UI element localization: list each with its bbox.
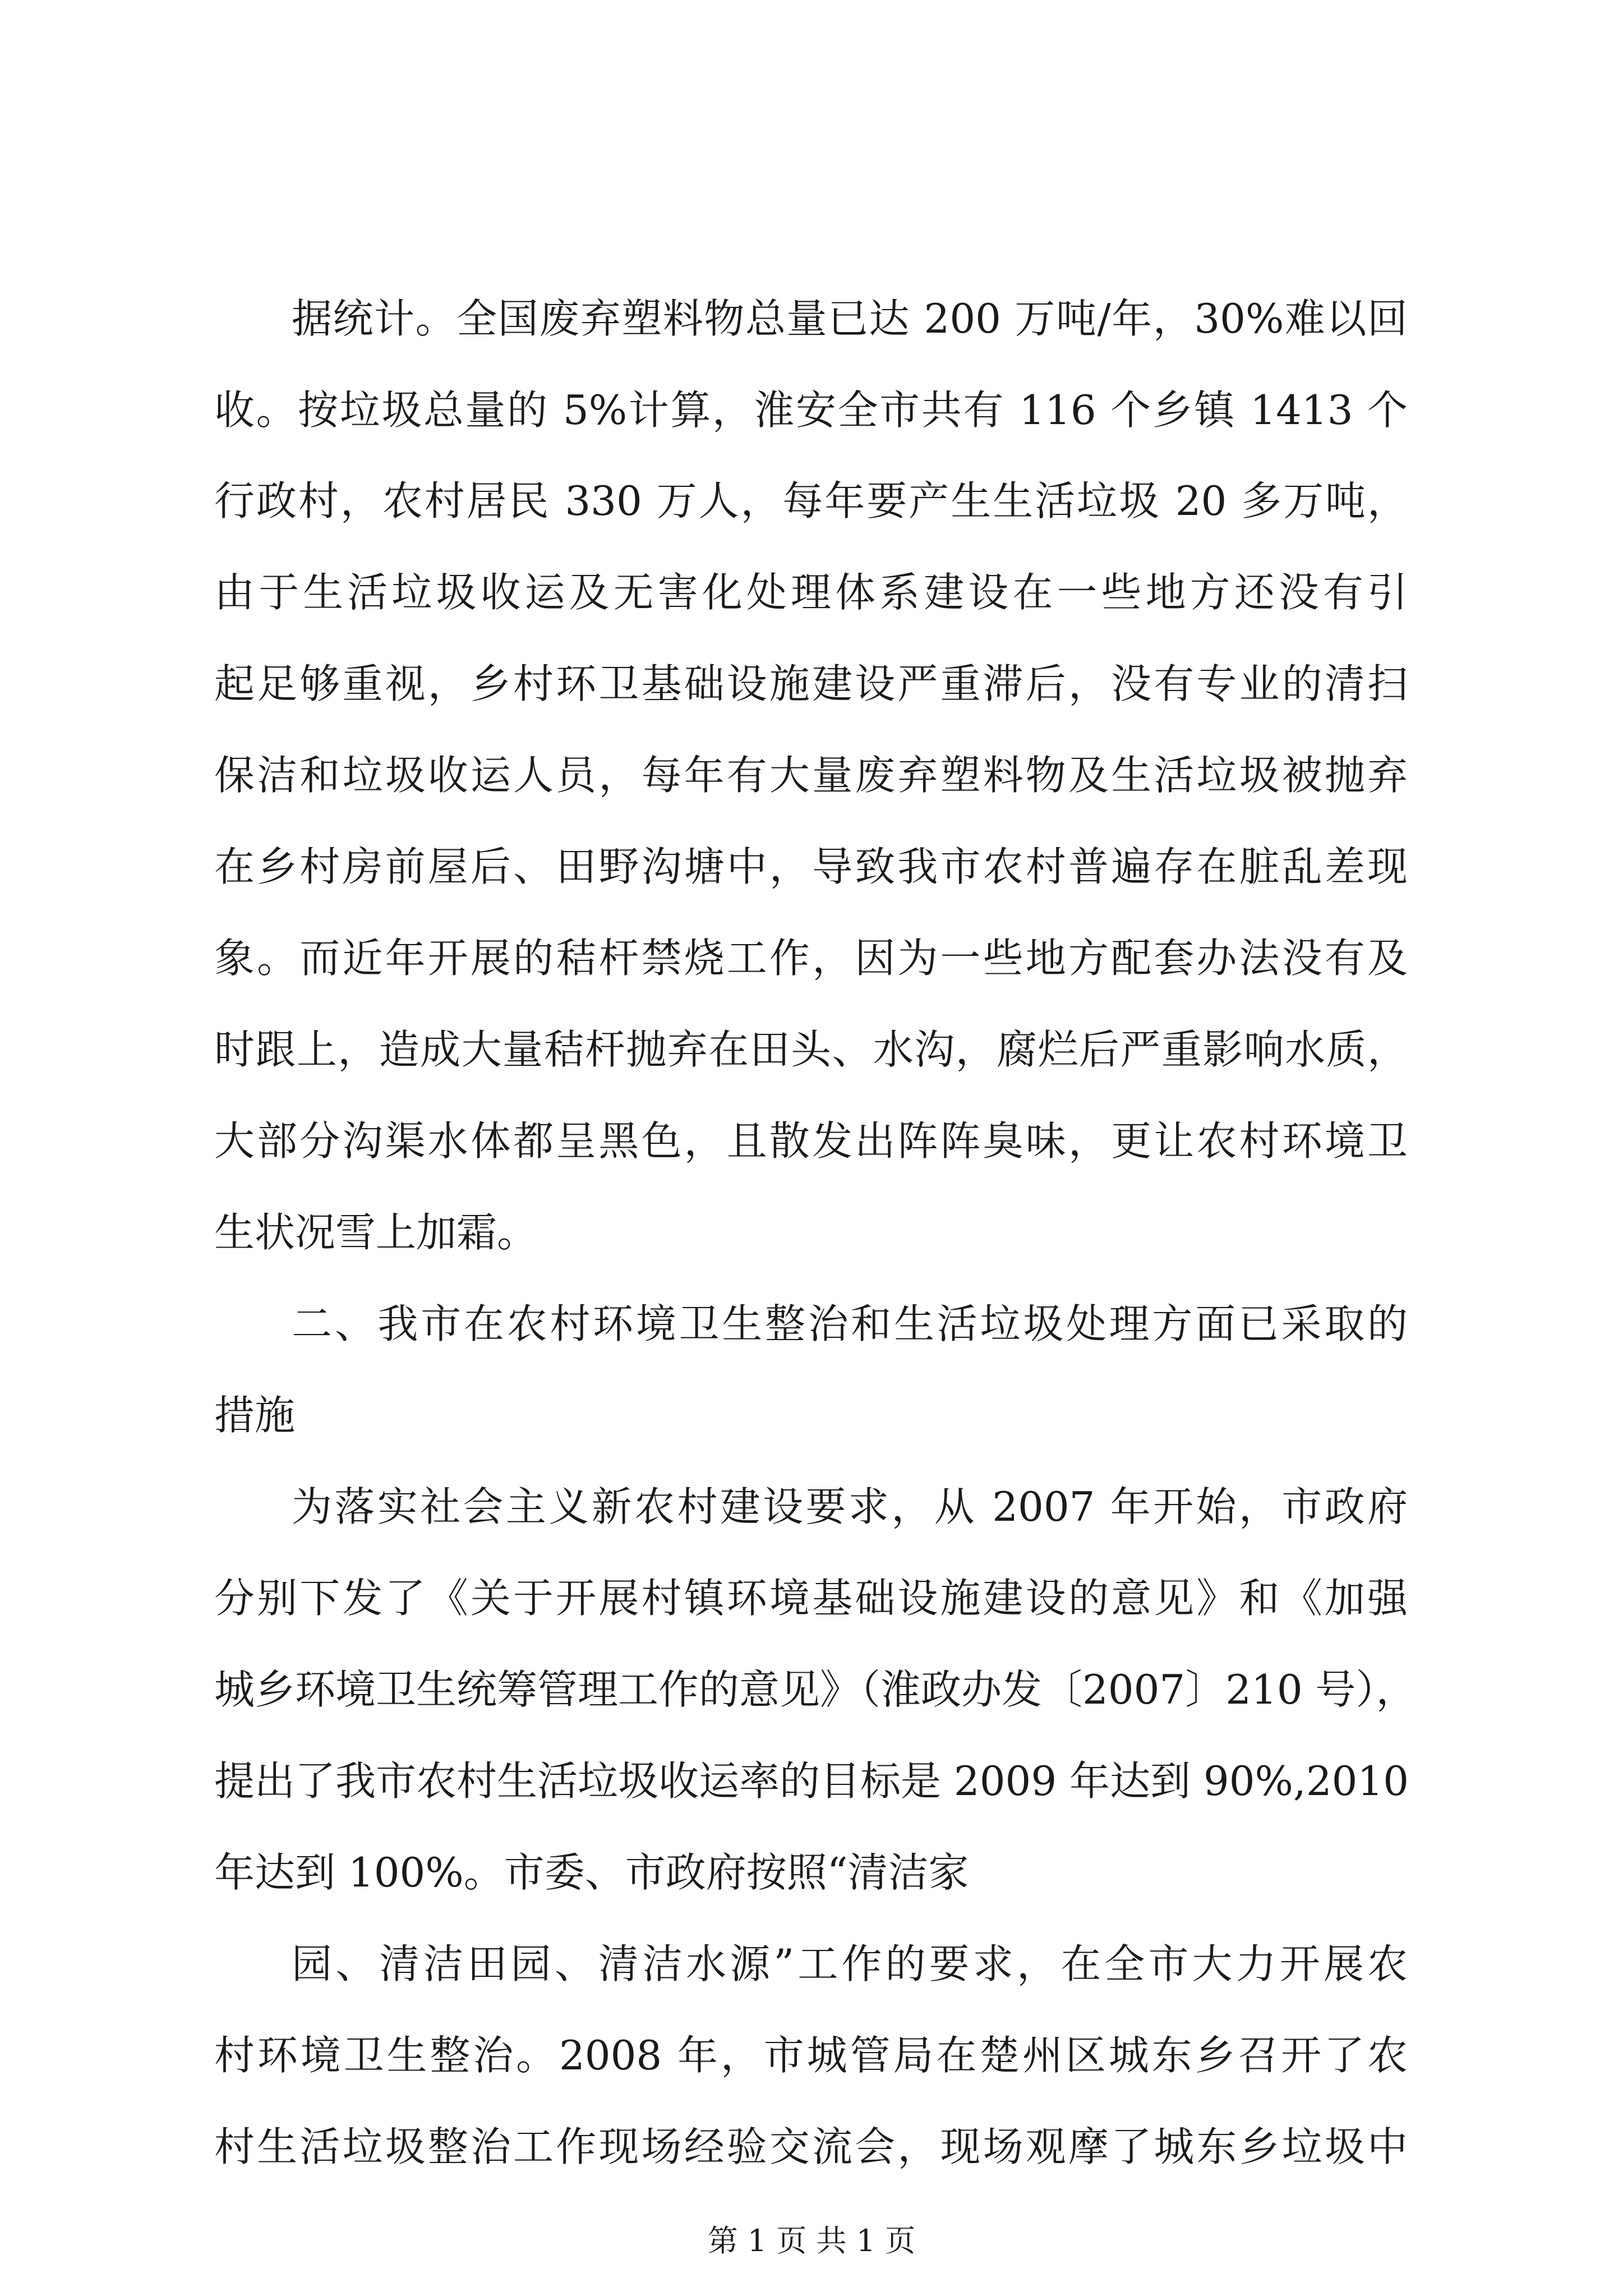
page-number-footer: 第 1 页 共 1 页 <box>707 2223 916 2258</box>
paragraph-line: 起足够重视，乡村环卫基础设施建设严重滞后，没有专业的清扫 <box>214 660 1408 707</box>
paragraph-line: 据统计。全国废弃塑料物总量已达 200 万吨/年，30%难以回 <box>292 295 1408 342</box>
paragraph-line: 村环境卫生整治。2008 年，市城管局在楚州区城东乡召开了农 <box>214 2032 1408 2079</box>
paragraph-line: 年达到 100%。市委、市政府按照“清洁家 <box>214 1849 969 1896</box>
paragraph-line: 在乡村房前屋后、田野沟塘中，导致我市农村普遍存在脏乱差现 <box>214 843 1408 890</box>
paragraph-line: 为落实社会主义新农村建设要求，从 2007 年开始，市政府 <box>292 1483 1408 1530</box>
section-heading-line: 二、我市在农村环境卫生整治和生活垃圾处理方面已采取的 <box>292 1300 1408 1347</box>
paragraph-line: 保洁和垃圾收运人员，每年有大量废弃塑料物及生活垃圾被抛弃 <box>214 752 1408 799</box>
paragraph-line: 象。而近年开展的秸杆禁烧工作，因为一些地方配套办法没有及 <box>214 935 1408 982</box>
paragraph-line: 城乡环境卫生统筹管理工作的意见》（淮政办发〔2007〕210 号）， <box>214 1666 1417 1713</box>
paragraph-line: 由于生活垃圾收运及无害化处理体系建设在一些地方还没有引 <box>214 569 1408 616</box>
paragraph-line: 村生活垃圾整治工作现场经验交流会，现场观摩了城东乡垃圾中 <box>214 2123 1408 2170</box>
paragraph-line: 分别下发了《关于开展村镇环境基础设施建设的意见》和《加强 <box>214 1575 1408 1622</box>
paragraph-line: 收。按垃圾总量的 5%计算，淮安全市共有 116 个乡镇 1413 个 <box>214 386 1408 434</box>
paragraph-line: 时跟上，造成大量秸杆抛弃在田头、水沟，腐烂后严重影响水质， <box>214 1026 1408 1073</box>
paragraph-line: 提出了我市农村生活垃圾收运率的目标是 2009 年达到 90%,2010 <box>214 1757 1409 1805</box>
paragraph-line: 生状况雪上加霜。 <box>214 1209 538 1256</box>
paragraph-line: 园、清洁田园、清洁水源”工作的要求，在全市大力开展农 <box>292 1940 1408 1987</box>
section-heading-line: 措施 <box>214 1392 296 1439</box>
paragraph-line: 大部分沟渠水体都呈黑色，且散发出阵阵臭味，更让农村环境卫 <box>214 1117 1408 1165</box>
paragraph-line: 行政村，农村居民 330 万人，每年要产生生活垃圾 20 多万吨， <box>214 477 1408 524</box>
